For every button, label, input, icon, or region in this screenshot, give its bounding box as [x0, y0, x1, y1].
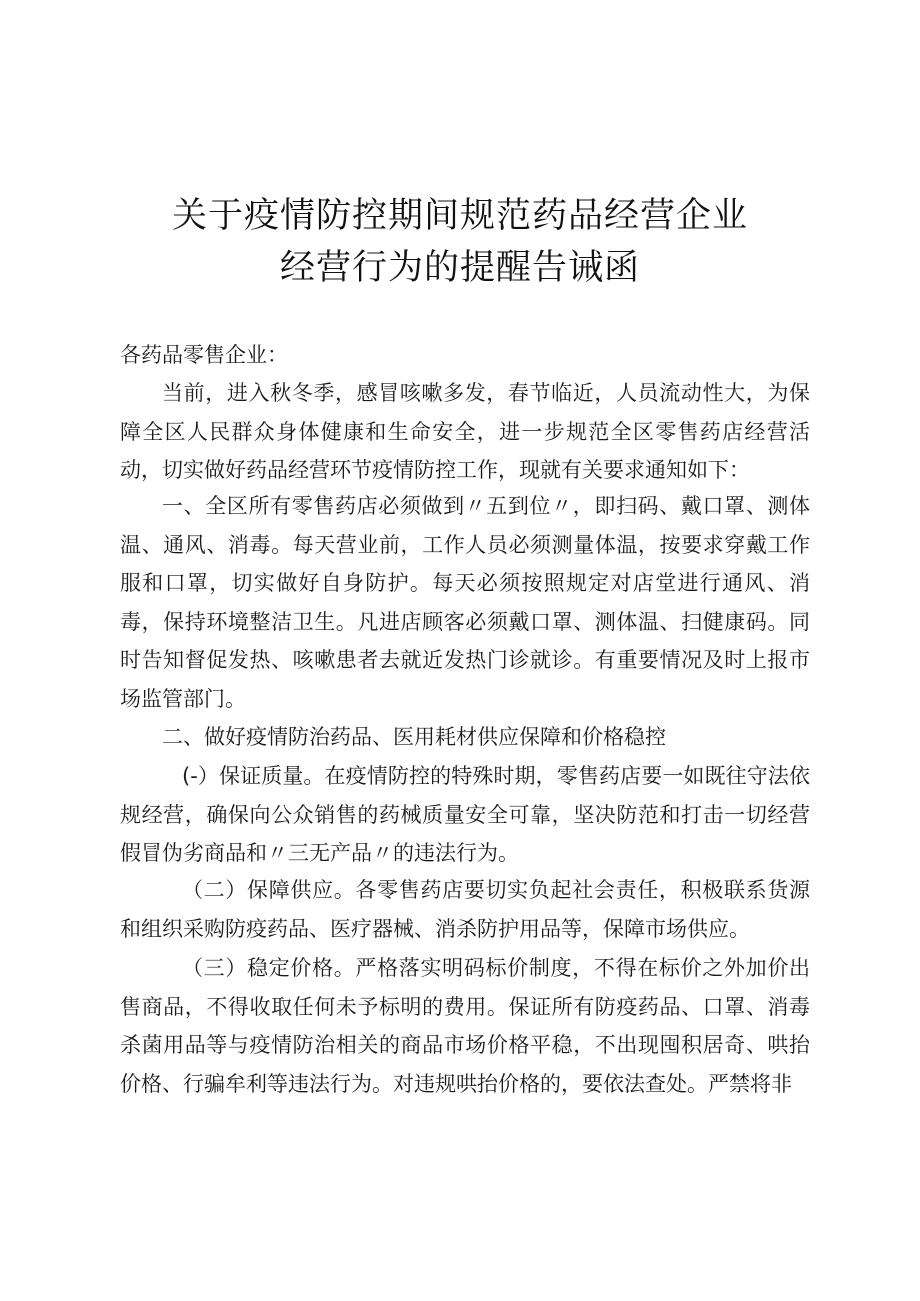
paragraph-quality: (-）保证质量。在疫情防控的特殊时期，零售药店要一如既往守法依规经营，确保向公众销售的药械质量安全可靠，坚决防范和打击一切经营假冒伪劣商品和〃三无产品〃的违法行为。 [120, 764, 810, 865]
paragraph-supply: （二）保障供应。各零售药店要切实负起社会责任，积极联系货源和组织采购防疫药品、医疗器械、消杀防护用品等，保障市场供应。 [120, 878, 810, 941]
paragraph-section-1: 一、全区所有零售药店必须做到〃五到位〃，即扫码、戴口罩、测体温、通风、消毒。每天营业前，工作人员必须测量体温，按要求穿戴工作服和口罩，切实做好自身防护。每天必须按照规定对店堂进行通风、消毒，保持环境整洁卫生。凡进店顾客必须戴口罩、测体温、扫健康码。同时告知督促发热、咳嗽患者去就近发热门诊就诊。有重要情况及时上报市场监管部门。 [120, 494, 810, 711]
document-title-line-2: 经营行为的提醒告诫函 [279, 248, 640, 288]
paragraph-intro: 当前，进入秋冬季，感冒咳嗽多发，春节临近，人员流动性大，为保障全区人民群众身体健康和生命安全，进一步规范全区零售药店经营活动，切实做好药品经营环节疫情防控工作，现就有关要求通知如下： [120, 381, 810, 482]
paragraph-price: （三）稳定价格。严格落实明码标价制度，不得在标价之外加价出售商品，不得收取任何未予标明的费用。保证所有防疫药品、口罩、消毒杀菌用品等与疫情防治相关的商品市场价格平稳，不出现囤积居奇、哄抬价格、行骗牟利等违法行为。对违规哄抬价格的，要依法查处。严禁将非 [120, 956, 810, 1096]
paragraph-section-2-heading: 二、做好疫情防治药品、医用耗材供应保障和价格稳控 [162, 725, 666, 749]
salutation: 各药品零售企业： [120, 343, 288, 367]
document-title-line-1: 关于疫情防控期间规范药品经营企业 [171, 196, 748, 236]
